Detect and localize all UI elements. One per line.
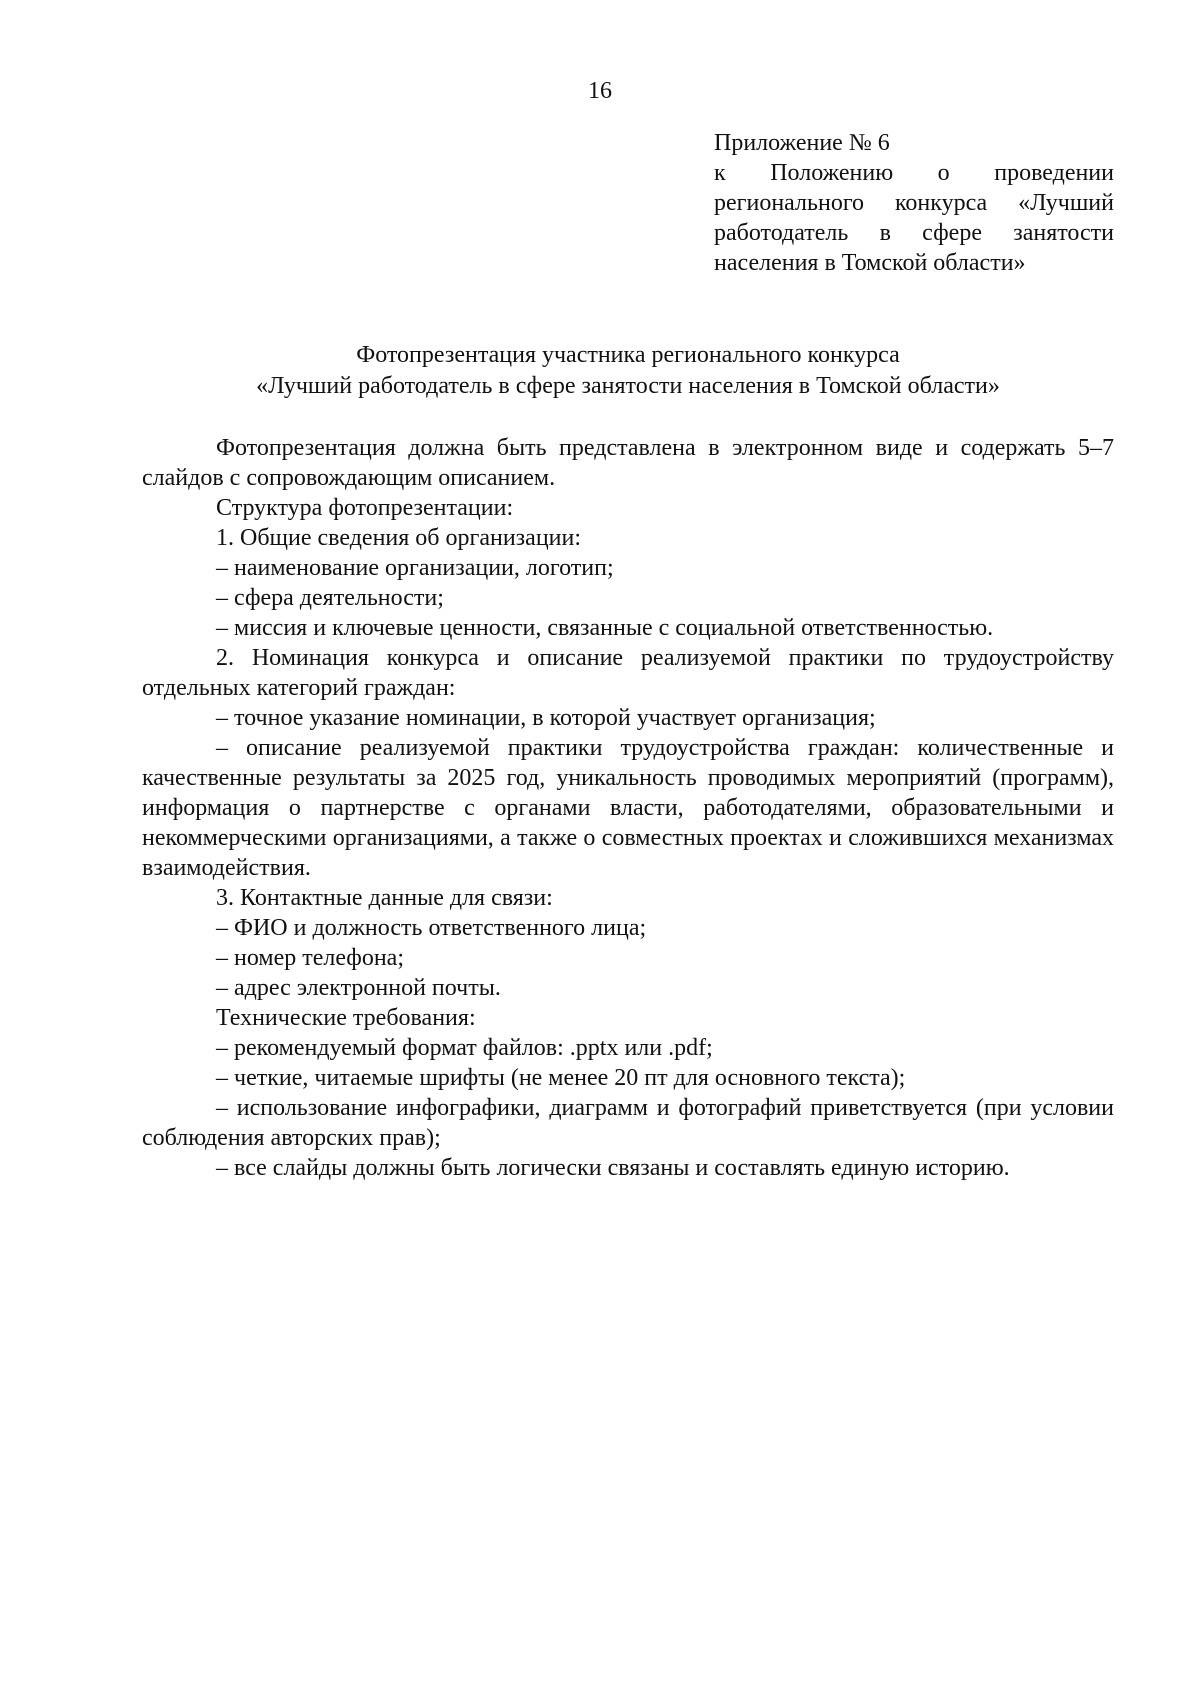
document-heading [142, 340, 1114, 402]
list-item: – рекомендуемый формат файлов: .pptx или .pdf; [216, 1035, 713, 1061]
appendix-block [714, 128, 1114, 278]
list-item: – описание реализуемой практики трудоустройства граждан: количественные и качественные результаты за 2025 год, уникальность проводимых мероприятий (программ), информация о партнерстве с органами власти, работодателями, образовательными и некоммерческими организациями, а также о совместных проектах и сложившихся механизмах взаимодействия. [142, 735, 1114, 881]
list-item: – все слайды должны быть логически связаны и составлять единую историю. [216, 1155, 1010, 1181]
list-item: – четкие, читаемые шрифты (не менее 20 пт для основного текста); [216, 1065, 906, 1091]
heading-line: «Лучший работодатель в сфере занятости населения в Томской области» [256, 373, 1000, 399]
list-item: – ФИО и должность ответственного лица; [216, 915, 647, 941]
list-item: – точное указание номинации, в которой участвует организация; [216, 705, 876, 731]
heading-line: Фотопрезентация участника регионального конкурса [356, 342, 900, 368]
paragraph-structure-heading: Структура фотопрезентации: [216, 495, 514, 521]
list-item: – использование инфографики, диаграмм и фотографий приветствуется (при условии соблюдения авторских прав); [142, 1095, 1114, 1151]
paragraph-section-3: 3. Контактные данные для связи: [216, 885, 553, 911]
appendix-title: Приложение № 6 [714, 130, 890, 156]
appendix-line: населения в Томской области» [714, 250, 1026, 276]
appendix-line: к Положению о проведении [714, 160, 1114, 186]
list-item: – сфера деятельности; [216, 585, 444, 611]
document-body [142, 433, 1114, 1183]
appendix-line: работодатель в сфере занятости [714, 220, 1114, 246]
list-item: – миссия и ключевые ценности, связанные с социальной ответственностью. [216, 615, 994, 641]
paragraph-section-2: 2. Номинация конкурса и описание реализуемой практики по трудоустройству отдельных категорий граждан: [142, 645, 1114, 701]
list-item: – номер телефона; [216, 945, 405, 971]
appendix-line: регионального конкурса «Лучший [714, 190, 1114, 216]
paragraph-tech-heading: Технические требования: [216, 1005, 476, 1031]
paragraph-intro: Фотопрезентация должна быть представлена в электронном виде и содержать 5–7 слайдов с сопровождающим описанием. [142, 435, 1114, 491]
page-number: 16 [588, 78, 612, 104]
list-item: – наименование организации, логотип; [216, 555, 614, 581]
paragraph-section-1: 1. Общие сведения об организации: [216, 525, 582, 551]
list-item: – адрес электронной почты. [216, 975, 501, 1001]
